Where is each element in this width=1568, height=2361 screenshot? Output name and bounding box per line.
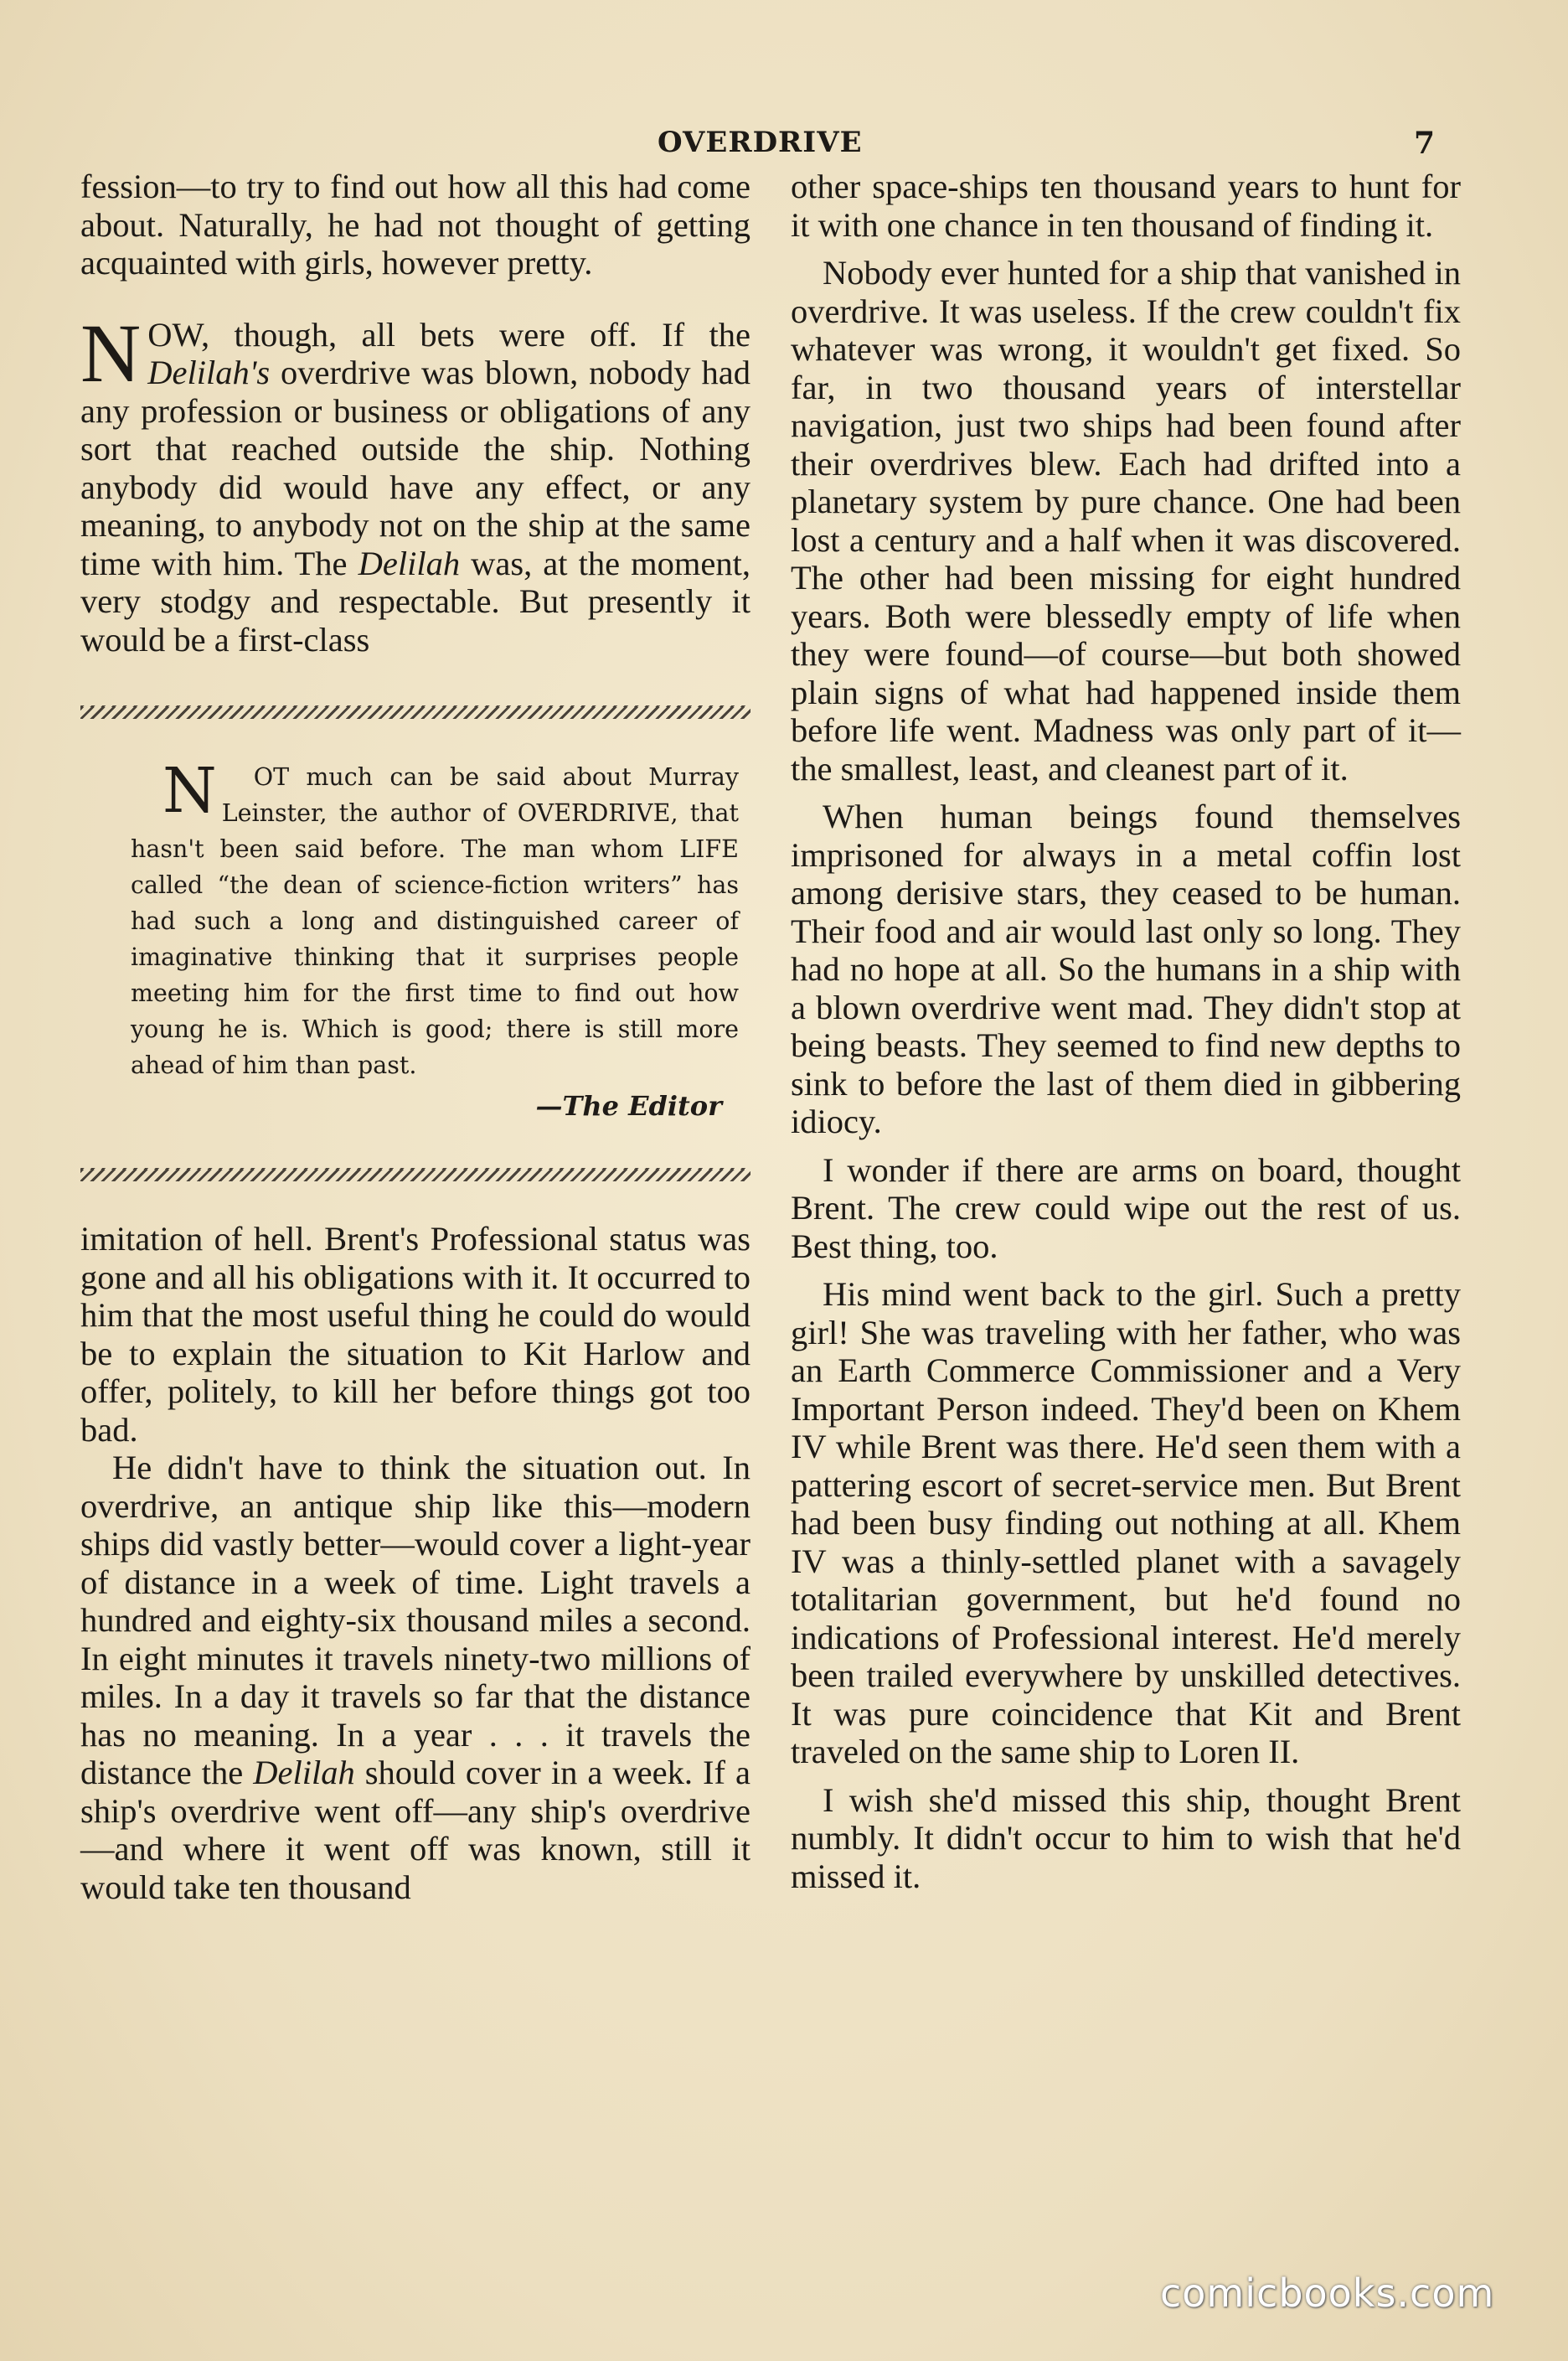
drop-cap-letter: N	[162, 755, 217, 827]
editor-signature: —The Editor	[535, 1090, 722, 1122]
page-number: 7	[1414, 126, 1436, 161]
paragraph: imitation of hell. Brent's Professional status was gone and all his obligations with it. It occurred to him that the most useful thing he could do would be to explain the situation to Kit Harlow and offer, politely, to kill her before things got too bad.	[80, 1220, 750, 1449]
text-run: should cover in a week. If a ship's overdrive went off—any ship's overdrive—and where it went off was known, still it would take ten thousand	[80, 1754, 750, 1906]
paragraph: His mind went back to the girl. Such a pretty girl! She was traveling with her father, who was an Earth Commerce Commissioner and a Very Important Person indeed. They'd been on Khem IV while Brent was there. He'd seen them with a pattering escort of secret-service men. But Brent had been busy finding out nothing at all. Khem IV was a thinly-settled planet with a savagely totalitarian government, but he'd found no indications of Professional interest. He'd merely been trailed everywhere by unskilled detectives. It was pure coincidence that Kit and Brent traveled on the same ship to Loren II.	[791, 1275, 1461, 1770]
editor-note-text	[131, 755, 739, 1083]
drop-cap-letter: N	[80, 306, 142, 400]
paragraph: When human beings found themselves imprisoned for always in a metal coffin lost among derisive stars, they ceased to be human. Their food and air would last only so long. They had no hope at all. So the humans in a ship with a blown overdrive went mad. They didn't stop at being beasts. They seemed to find new depths to sink to before the last of them died in gibbering idiocy.	[791, 798, 1461, 1140]
paragraph: I wish she'd missed this ship, thought Brent numbly. It didn't occur to him to wish that he'd missed it.	[791, 1780, 1461, 1895]
left-column	[80, 168, 750, 1906]
editor-note	[80, 755, 750, 1124]
wavy-rule-top	[80, 705, 750, 719]
watermark-logo: comicbooks.com	[1160, 2271, 1495, 2316]
running-head: OVERDRIVE	[658, 126, 863, 159]
text-run: He didn't have to think the situation out. In overdrive, an antique ship like this—modern ships did vastly better—would cover a light-year of distance in a week of time. Light travels a hundred and eighty-six thousand miles a second. In eight minutes it travels ninety-two millions of miles. In a day it travels so far that the distance has no meaning. In a year . . . it travels the distance the	[80, 1449, 750, 1791]
text-run: OW, though, all bets were off. If the	[147, 315, 750, 354]
paragraph: fession—to try to find out how all this had come about. Naturally, he had not thought of getting acquainted with girls, however pretty.	[80, 168, 750, 282]
text-run: overdrive was blown, nobody had any profession or business or obligations of any sort that reached outside the ship. Nothing anybody did would have any effect, or any meaning, to anybody not on the ship at the same time with him. The	[80, 354, 750, 582]
paragraph	[80, 1449, 750, 1906]
paragraph: I wonder if there are arms on board, thought Brent. The crew could wipe out the rest of us. Best thing, too.	[791, 1150, 1461, 1265]
paragraph: other space-ships ten thousand years to hunt for it with one chance in ten thousand of finding it.	[791, 168, 1461, 244]
wavy-rule-bottom	[80, 1168, 750, 1181]
ship-name: Delilah's	[147, 354, 271, 391]
ship-name: Delilah	[253, 1754, 355, 1791]
paragraph-dropcap	[80, 306, 750, 659]
paragraph: Nobody ever hunted for a ship that vanished in overdrive. It was useless. If the crew couldn't fix whatever was wrong, it wouldn't get fixed. So far, in two thousand years of interstellar navigation, just two ships had been found after their overdrives blew. Each had drifted into a planetary system by pure chance. One had been lost a century and a half when it was discovered. The other had been missing for eight hundred years. Both were blessedly empty of life when they were found—of course—but both showed plain signs of what had happened inside them before life went. Madness was only part of it—the smallest, least, and cleanest part of it.	[791, 254, 1461, 788]
ship-name: Delilah	[358, 544, 461, 582]
text-run: was, at the moment, very stodgy and respectable. But presently it would be a first-class	[80, 544, 750, 659]
page-header	[0, 126, 1568, 168]
right-column	[791, 168, 1461, 1895]
text-run: OT much can be said about Murray Leinster, the author of OVERDRIVE, that hasn't been said before. The man whom LIFE called “the dean of science-fiction writers” has had such a long and distinguished career of imaginative thinking that it surprises people meeting him for the first time to find out how young he is. Which is good; there is still more ahead of him than past.	[131, 763, 739, 1079]
